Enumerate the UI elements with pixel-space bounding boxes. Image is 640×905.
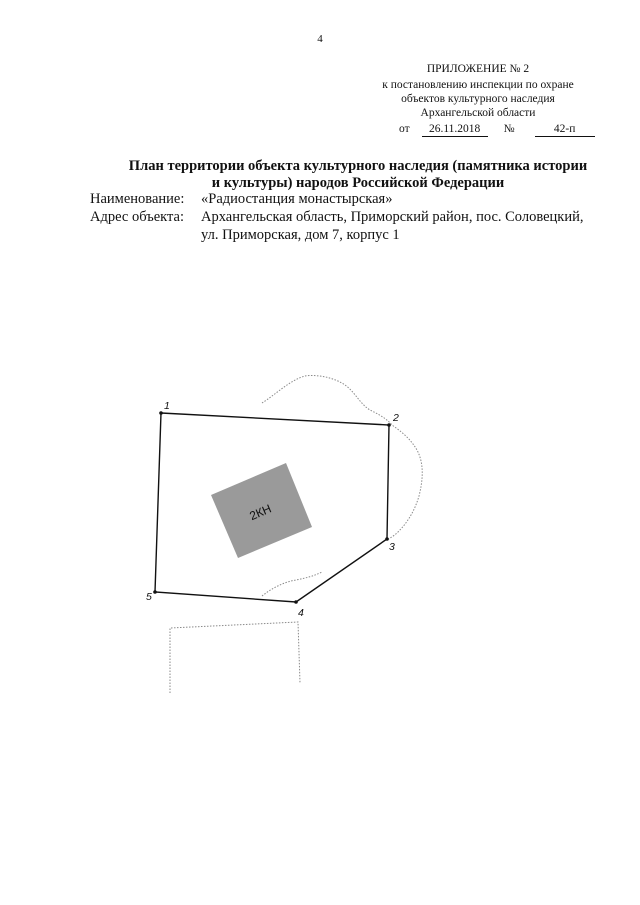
appendix-line-1: к постановлению инспекции по охране — [382, 79, 574, 91]
appendix-title: ПРИЛОЖЕНИЕ № 2 — [426, 63, 530, 75]
number-sign: № — [503, 123, 515, 135]
point-label-4: 4 — [298, 607, 304, 619]
boundary-point-2 — [387, 423, 391, 427]
document-title-line-2: и культуры) народов Российской Федерации — [211, 175, 505, 191]
boundary-point-4 — [294, 600, 298, 604]
point-label-5: 5 — [146, 591, 152, 603]
name-value: «Радиостанция монастырская» — [201, 191, 393, 207]
context-contour-lower — [262, 572, 322, 596]
neighbour-outline — [170, 622, 300, 693]
address-line-1: Архангельская область, Приморский район, пос. Соловецкий, — [201, 209, 584, 225]
address-line-2: ул. Приморская, дом 7, корпус 1 — [201, 227, 400, 243]
page-number: 4 — [317, 33, 323, 45]
name-label: Наименование: — [90, 191, 185, 207]
resolution-number: 42-п — [535, 123, 595, 137]
point-label-2: 2 — [393, 412, 399, 424]
appendix-line-2: объектов культурного наследия — [401, 93, 555, 105]
resolution-date: 26.11.2018 — [422, 123, 488, 137]
appendix-line-3: Архангельской области — [420, 107, 536, 119]
address-label: Адрес объекта: — [90, 209, 184, 225]
document-title-line-1: План территории объекта культурного наследия (памятника истории — [128, 158, 588, 174]
boundary-point-1 — [159, 411, 163, 415]
from-label: от — [399, 123, 410, 135]
building-label: 2КН — [247, 501, 274, 524]
boundary-point-5 — [153, 590, 157, 594]
point-label-3: 3 — [389, 541, 395, 553]
point-label-1: 1 — [164, 400, 170, 412]
